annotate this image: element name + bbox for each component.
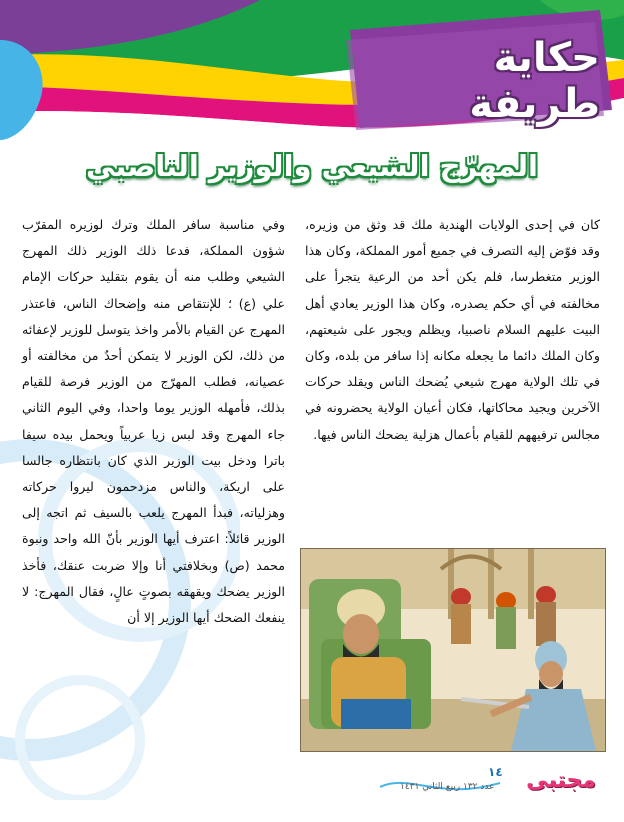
issue-info: عدد ١٣٢ ربيع الثاني ١٤٣١ (400, 782, 495, 792)
story-illustration (300, 548, 606, 752)
section-title: حكاية طريفة (469, 35, 600, 127)
magazine-logo: مجتبى (526, 768, 596, 793)
section-title-badge (352, 35, 600, 127)
page-number: ١٤ (488, 765, 503, 779)
article-headline: المهرّج الشيعي والوزير الناصبي (86, 149, 538, 183)
article-column-left: وفي مناسبة سافر الملك وترك لوزيره المقرّب شؤون المملكة، فدعا ذلك الوزير ذلك المهرج الشيعي وطلب منه أن يقوم بتقليد حركات الإمام علي (ع) ؛ للإنتقاص منه وإضحاك الناس، فاعتذر المهرج عن القيام بالأمر واخذ يتوسل للوزير لإعفائه من ذلك، لكن الوزير لا يتمكن أحدٌ من مخالفته أو عصيانه، فطلب المهرّج من الوزير فرصة للقيام بذلك، فأمهله الوزير يوما واحدا، وفي اليوم الثاني جاء المهرج وقد لبس زيا عربياً ويحمل بيده سيفا باترا ودخل بيت الوزير الذي كان بانتظاره جالسا على اريكة، والناس مزدحمون ليروا حركاته وهزلياته، فبدأ المهرج يلعب بالسيف ثم اتجه إلى الوزير قائلاً: اعترف أيها الوزير بأنّ الله واحد ونبوة محمد (ص) وبخلافتي أنا وإلا ضربت عنقك، فأخذ الوزير يضحك ويقهقه بصوتٍ عالٍ، فقال المهرج: لا ينفعك الضحك أيها الوزير إلا أن (22, 217, 285, 626)
article-column-right: كان في إحدى الولايات الهندية ملك قد وثق من وزيره، وقد فوّض إليه التصرف في جميع أمور المملكة، وكان هذا الوزير متغطرسا، فلم يكن أحد من الرعية يتجرأ على مخالفته في أي حكم يصدره، وكان هذا الوزير يعادي أهل البيت عليهم السلام ناصبيا، ويظلم ويجور على شيعتهم، وكان الملك دائما ما يجعله مكانه إذا سافر من بلده، وكان في تلك الولاية مهرج شيعي يُضحك الناس ويقلد حركات الآخرين ويجيد محاكاتها، فكان أعيان الولاية يحضرونه في مجالس ترفيههم للقيام بأعمال هزلية يضحك الناس فيها. (305, 217, 600, 442)
